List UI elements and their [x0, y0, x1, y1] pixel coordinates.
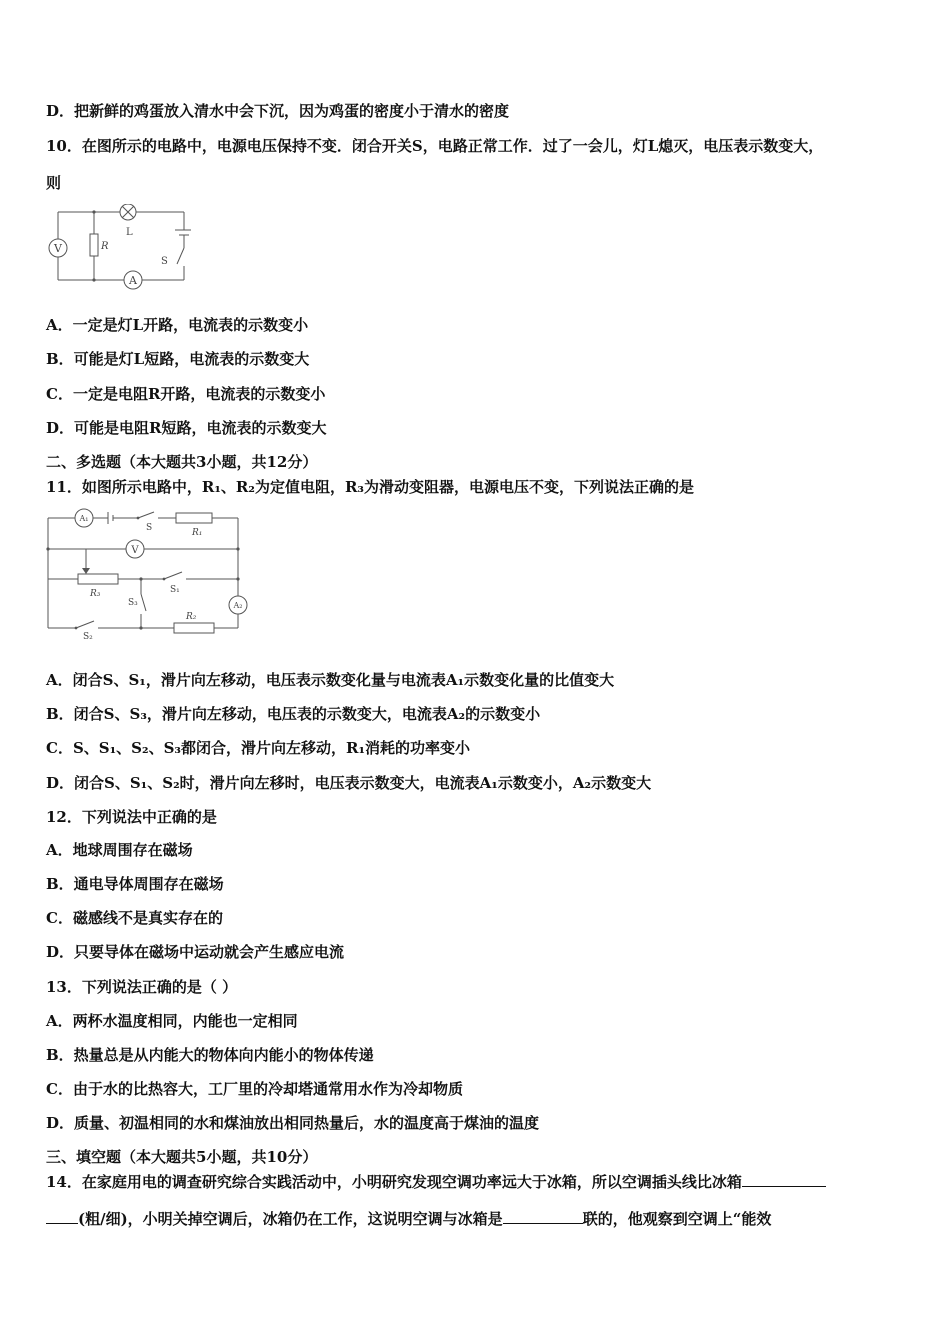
q13-option-a: A．两杯水温度相同，内能也一定相同 — [46, 1012, 298, 1030]
q11-option-c: C．S、S₁、S₂、S₃都闭合，滑片向左移动，R₁消耗的功率变小 — [46, 739, 471, 757]
q12-stem: 12．下列说法中正确的是 — [46, 808, 217, 826]
q11-option-d: D．闭合S、S₁、S₂时，滑片向左移时，电压表示数变大，电流表A₁示数变小，A₂示数变大 — [46, 774, 652, 792]
section2-heading: 二、多选题（本大题共3小题，共12分） — [46, 453, 318, 471]
q11-r1-label: R₁ — [192, 528, 203, 538]
q10-resistor-label: R — [101, 241, 109, 252]
q14-blank-2[interactable] — [503, 1209, 583, 1224]
q10-stem: 10．在图所示的电路中，电源电压保持不变．闭合开关S，电路正常工作．过了一会儿，灯L熄灭，电压表示数变大， — [46, 137, 824, 155]
q10-option-a: A．一定是灯L开路，电流表的示数变小 — [46, 316, 309, 334]
q10-switch-label: S — [161, 256, 168, 267]
q11-ammeter1-label: A₁ — [79, 514, 89, 523]
q11-voltmeter-label: V — [131, 545, 139, 556]
q10-ammeter-label: A — [129, 274, 137, 287]
q10-option-c: C．一定是电阻R开路，电流表的示数变小 — [46, 385, 326, 403]
q12-option-a: A．地球周围存在磁场 — [46, 841, 193, 859]
q11-option-b: B．闭合S、S₃，滑片向左移动，电压表的示数变大，电流表A₂的示数变小 — [46, 705, 541, 723]
q10-circuit-diagram — [46, 204, 191, 292]
q11-circuit-diagram — [46, 506, 251, 646]
q14-text-2b: 联的，他观察到空调上“能效 — [582, 1210, 772, 1228]
q14-text-2a: (粗/细)，小明关掉空调后，冰箱仍在工作，这说明空调与冰箱是 — [78, 1210, 503, 1228]
q11-r3-label: R₃ — [90, 589, 101, 599]
q11-switch-s3-label: S₃ — [128, 598, 138, 608]
q14-line1 — [46, 1172, 826, 1192]
q14-line2 — [46, 1209, 771, 1229]
q10-lamp-label: L — [126, 227, 133, 238]
q10-voltmeter-label: V — [54, 242, 62, 255]
q12-option-b: B．通电导体周围存在磁场 — [46, 875, 224, 893]
q9-option-d: D．把新鲜的鸡蛋放入清水中会下沉，因为鸡蛋的密度小于清水的密度 — [46, 102, 510, 120]
q12-option-c: C．磁感线不是真实存在的 — [46, 909, 223, 927]
q10-option-b: B．可能是灯L短路，电流表的示数变大 — [46, 350, 310, 368]
q13-stem: 13．下列说法正确的是（ ） — [46, 978, 238, 996]
q14-blank-1-continued[interactable] — [46, 1209, 78, 1224]
q11-option-a: A．闭合S、S₁，滑片向左移动，电压表示数变化量与电流表A₁示数变化量的比值变大 — [46, 671, 615, 689]
q13-option-c: C．由于水的比热容大，工厂里的冷却塔通常用水作为冷却物质 — [46, 1080, 463, 1098]
section3-heading: 三、填空题（本大题共5小题，共10分） — [46, 1148, 318, 1166]
q11-r2-label: R₂ — [186, 612, 197, 622]
q11-stem: 11．如图所示电路中，R₁、R₂为定值电阻，R₃为滑动变阻器，电源电压不变，下列说法正确的是 — [46, 478, 694, 496]
q11-switch-s-label: S — [146, 523, 153, 533]
q10-option-d: D．可能是电阻R短路，电流表的示数变大 — [46, 419, 327, 437]
q14-blank-1[interactable] — [742, 1172, 826, 1187]
q13-option-d: D．质量、初温相同的水和煤油放出相同热量后，水的温度高于煤油的温度 — [46, 1114, 540, 1132]
q11-switch-s2-label: S₂ — [83, 632, 93, 642]
q14-text-1: 14．在家庭用电的调查研究综合实践活动中，小明研究发现空调功率远大于冰箱，所以空调插头线比冰箱 — [46, 1173, 742, 1191]
q11-ammeter2-label: A₂ — [233, 601, 243, 610]
q12-option-d: D．只要导体在磁场中运动就会产生感应电流 — [46, 943, 345, 961]
q13-option-b: B．热量总是从内能大的物体向内能小的物体传递 — [46, 1046, 374, 1064]
q11-switch-s1-label: S₁ — [170, 585, 180, 595]
q10-stem-continued: 则 — [46, 174, 62, 192]
